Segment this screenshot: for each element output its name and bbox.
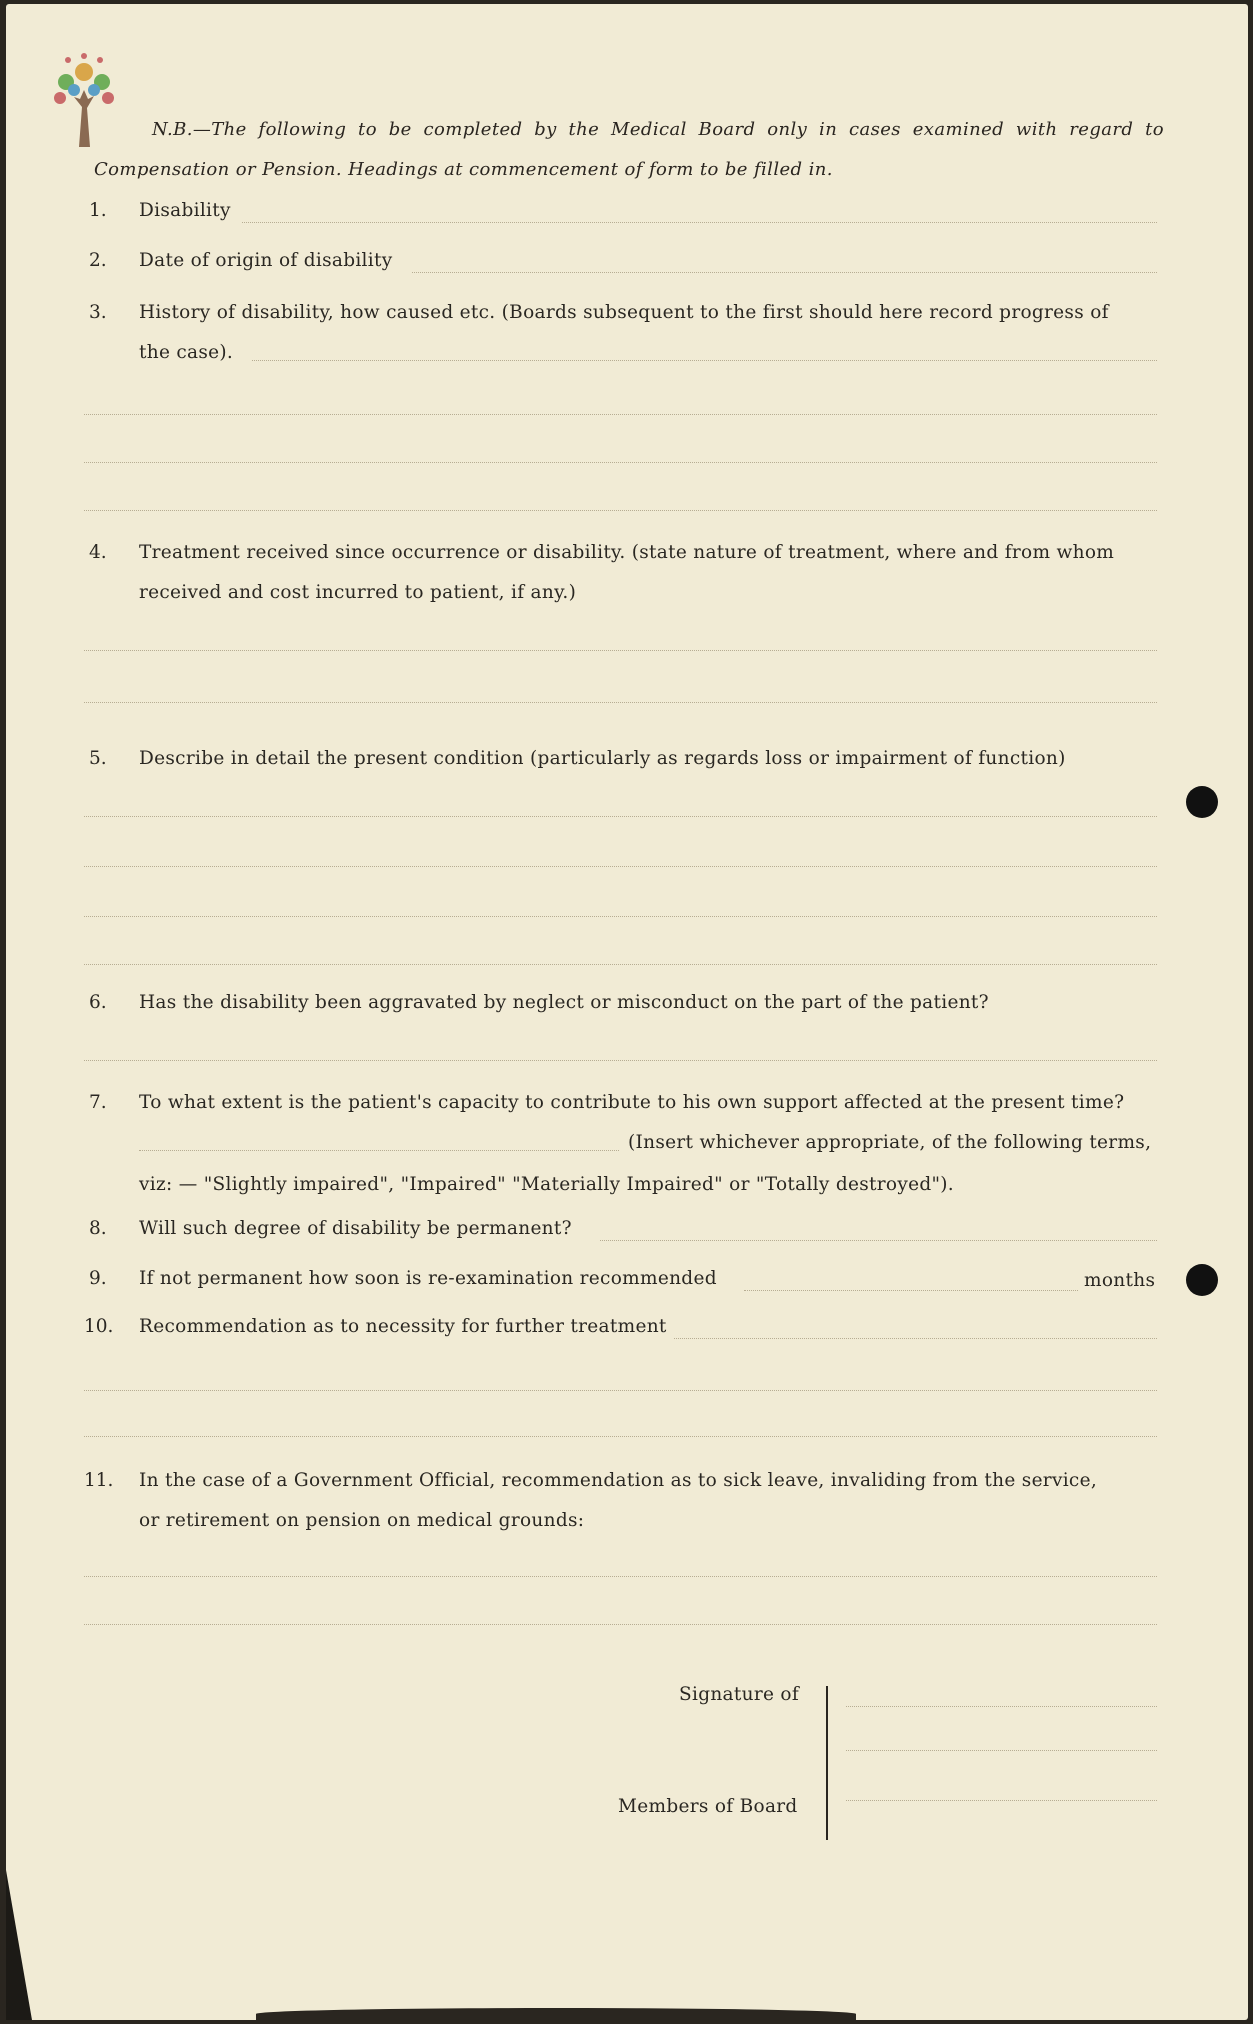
item-10-field-2[interactable] [84, 1390, 1157, 1391]
members-of-board-label: Members of Board [618, 1796, 798, 1817]
item-6-field[interactable] [84, 1060, 1157, 1061]
signature-field-3[interactable] [846, 1800, 1157, 1801]
item-1-field[interactable] [242, 222, 1157, 223]
item-10-field-3[interactable] [84, 1436, 1157, 1437]
item-1-label: Disability [139, 200, 231, 221]
item-7-label-cont: (Insert whichever appropriate, of the following terms, [628, 1132, 1152, 1153]
item-4-label-cont: received and cost incurred to patient, if any.) [139, 582, 577, 603]
signature-field-2[interactable] [846, 1750, 1157, 1751]
bottom-edge-shadow [256, 2008, 856, 2020]
item-5-field-2[interactable] [84, 866, 1157, 867]
item-5-field-1[interactable] [84, 816, 1157, 817]
item-10-field-1[interactable] [674, 1338, 1157, 1339]
item-10-label: Recommendation as to necessity for further treatment [139, 1316, 667, 1337]
item-11-field-1[interactable] [84, 1576, 1157, 1577]
item-11-label-cont: or retirement on pension on medical grounds: [139, 1510, 585, 1531]
item-5-label: Describe in detail the present condition (particularly as regards loss or impairment of function) [139, 748, 1066, 769]
item-9-months-label: months [1084, 1270, 1156, 1291]
item-11-number: 11. [84, 1470, 114, 1491]
item-11-label: In the case of a Government Official, recommendation as to sick leave, invaliding from the service, [139, 1470, 1098, 1491]
item-5-field-3[interactable] [84, 916, 1157, 917]
item-8-field[interactable] [600, 1240, 1157, 1241]
item-3-field-4[interactable] [84, 510, 1157, 511]
item-3-field-3[interactable] [84, 462, 1157, 463]
form-page [6, 4, 1248, 2020]
nb-instruction [94, 110, 1164, 190]
item-7-number: 7. [89, 1092, 107, 1113]
item-7-label: To what extent is the patient's capacity to contribute to his own support affected at the present time? [139, 1092, 1125, 1113]
item-2-label: Date of origin of disability [139, 250, 393, 271]
item-8-label: Will such degree of disability be permanent? [139, 1218, 572, 1239]
signature-label: Signature of [679, 1684, 799, 1705]
punch-hole-upper [1186, 786, 1218, 818]
item-9-label: If not permanent how soon is re-examination recommended [139, 1268, 717, 1289]
item-7-field[interactable] [139, 1150, 619, 1151]
item-10-number: 10. [84, 1316, 114, 1337]
item-7-terms: viz: — "Slightly impaired", "Impaired" "Materially Impaired" or "Totally destroyed"). [139, 1174, 954, 1195]
page-corner-shadow [6, 1870, 32, 2020]
item-4-field-2[interactable] [84, 702, 1157, 703]
item-4-label: Treatment received since occurrence or disability. (state nature of treatment, where and from whom [139, 542, 1115, 563]
signature-field-1[interactable] [846, 1706, 1157, 1707]
item-5-number: 5. [89, 748, 107, 769]
item-2-number: 2. [89, 250, 107, 271]
signature-brace [826, 1686, 842, 1840]
item-11-field-2[interactable] [84, 1624, 1157, 1625]
item-3-field-2[interactable] [84, 414, 1157, 415]
nb-line-2: Compensation or Pension. Headings at commencement of form to be filled in. [94, 159, 833, 180]
item-9-field[interactable] [744, 1290, 1078, 1291]
item-4-number: 4. [89, 542, 107, 563]
nb-line-1: N.B.—The following to be completed by the Medical Board only in cases examined with regard to [152, 119, 1164, 140]
item-5-field-4[interactable] [84, 964, 1157, 965]
item-3-number: 3. [89, 302, 107, 323]
item-3-label: History of disability, how caused etc. (Boards subsequent to the first should here record progress of [139, 302, 1109, 323]
item-1-number: 1. [89, 200, 107, 221]
item-8-number: 8. [89, 1218, 107, 1239]
item-3-label-cont: the case). [139, 342, 234, 363]
item-6-label: Has the disability been aggravated by neglect or misconduct on the part of the patient? [139, 992, 989, 1013]
item-4-field-1[interactable] [84, 650, 1157, 651]
item-3-field-1[interactable] [252, 360, 1157, 361]
item-6-number: 6. [89, 992, 107, 1013]
item-9-number: 9. [89, 1268, 107, 1289]
item-2-field[interactable] [412, 272, 1157, 273]
punch-hole-lower [1186, 1264, 1218, 1296]
